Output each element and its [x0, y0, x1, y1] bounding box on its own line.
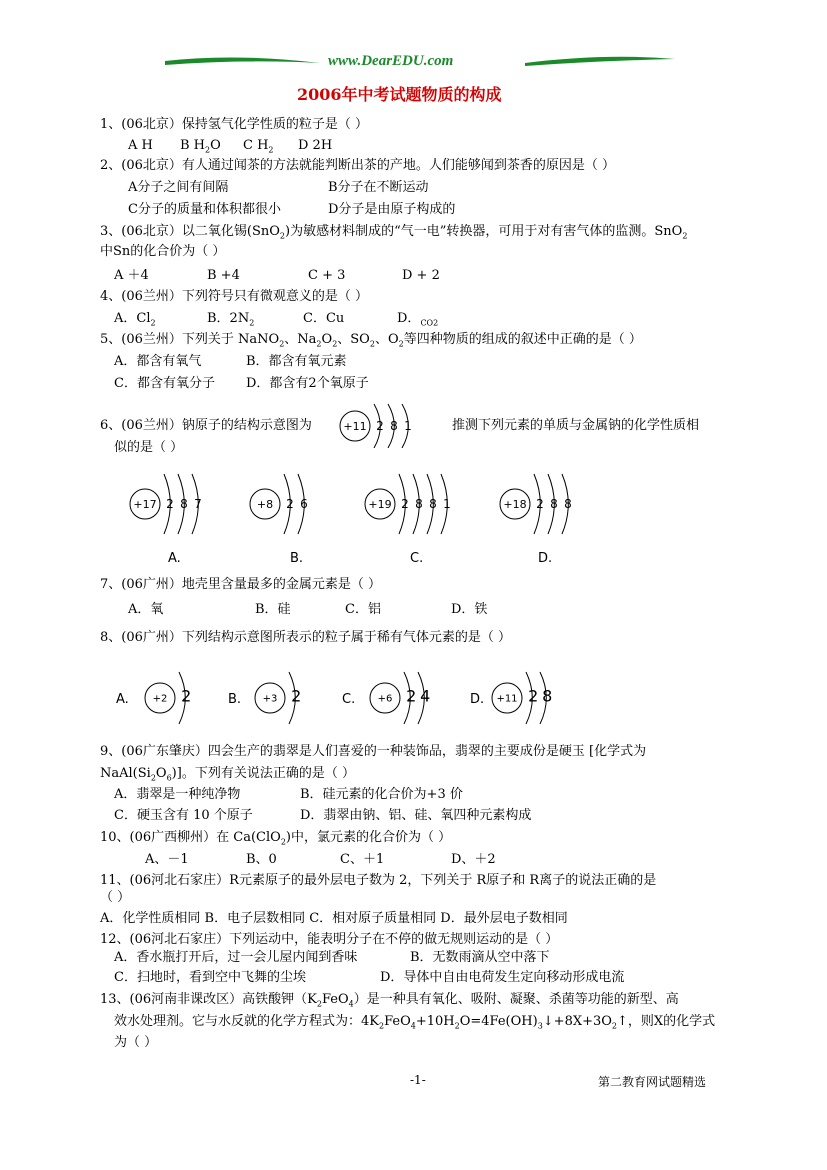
question-3-option-d: D + 2 [402, 268, 440, 283]
question-1-option-c: C $H_2$ [243, 138, 274, 155]
question-10-stem: 10、(06广西柳州）在 Ca(ClO$_2$)中，氯元素的化合价为（ ） [100, 830, 452, 847]
page-title: 2006年中考试题物质的构成 [297, 85, 502, 104]
question-5-option-a: A．都含有氧气 [114, 354, 202, 369]
question-11-options: A．化学性质相同 B．电子层数相同 C．相对原子质量相同 D．最外层电子数相同 [100, 911, 568, 926]
nucleus-charge: +8 [256, 497, 274, 511]
question-2-option-b: B分子在不断运动 [328, 180, 429, 195]
question-9-option-c: C．硬玉含有 10 个原子 [114, 808, 253, 823]
question-5-option-b: B．都含有氧元素 [246, 354, 347, 369]
question-13-stem-line3: 为（ ） [114, 1035, 158, 1050]
header-swoosh-right [525, 55, 675, 71]
question-7-option-a: A．氧 [128, 602, 164, 617]
question-1-option-a: A H [128, 138, 153, 153]
question-1-option-d: D 2H [298, 138, 333, 153]
atom-plus-3 [255, 672, 301, 724]
shell-electron-count: 2 [406, 686, 417, 706]
shell-electron-count: 2 [536, 496, 544, 511]
shell-electron-count: 6 [300, 496, 308, 511]
question-2-option-c: C分子的质量和体积都很小 [128, 202, 281, 217]
nucleus-charge: +6 [377, 693, 393, 705]
question-7-stem: 7、(06广州）地壳里含量最多的金属元素是（ ） [100, 577, 382, 592]
shell-electron-count: 2 [401, 496, 409, 511]
shell-electron-count: 1 [404, 418, 412, 433]
question-3-option-a: A ＋4 [114, 268, 149, 283]
header-swoosh-left [165, 55, 320, 71]
atom-plus-8 [250, 474, 308, 534]
question-6-stem-line2: 似的是（ ） [114, 440, 184, 455]
question-7-option-b: B．硅 [255, 602, 291, 617]
question-4-option-d: D．$_{CO2}$ [397, 311, 439, 328]
question-4-option-c: C．Cu [303, 311, 345, 326]
atom-plus-11 [340, 404, 412, 448]
shell-electron-count: 8 [429, 496, 437, 511]
question-11-stem-line2: （ ） [100, 890, 131, 905]
shell-electron-count: 8 [564, 496, 572, 511]
question-2-option-d: D分子是由原子构成的 [328, 202, 456, 217]
question-9-option-d: D．翡翠由钠、铝、硅、氧四种元素构成 [300, 808, 532, 823]
option-letter: B. [228, 692, 242, 707]
site-logo-text: www.DearEDU.com [328, 53, 454, 69]
question-10-option-b: B、0 [246, 852, 277, 867]
option-letter: D. [538, 551, 553, 566]
nucleus-charge: +11 [496, 693, 518, 705]
question-1-stem: 1、(06北京）保持氢气化学性质的粒子是（ ） [100, 117, 369, 132]
shell-electron-count: 8 [180, 496, 188, 511]
shell-electron-count: 8 [415, 496, 423, 511]
shell-electron-count: 1 [443, 496, 451, 511]
option-letter: A. [168, 551, 181, 566]
nucleus-charge: +17 [133, 497, 157, 511]
question-1-option-b: B $H_2O$ [180, 138, 221, 155]
question-5-option-d: D．都含有2个氧原子 [246, 376, 369, 391]
shell-electron-count: 2 [181, 686, 192, 706]
footer-page-number: -1- [410, 1073, 426, 1087]
footer-source: 第二教育网试题精选 [598, 1075, 707, 1089]
q6-option-diagrams [120, 462, 720, 572]
shell-electron-count: 2 [286, 496, 294, 511]
atom-plus-2 [145, 672, 191, 724]
question-4-stem: 4、(06兰州）下列符号只有微观意义的是（ ） [100, 289, 369, 304]
option-letter: C. [410, 551, 424, 566]
option-letter: D. [470, 692, 485, 707]
nucleus-charge: +19 [368, 497, 392, 511]
question-9-stem-line2: $NaAl(Si_2O_6)$]。下列有关说法正确的是（ ） [100, 766, 355, 783]
question-7-option-d: D．铁 [451, 602, 488, 617]
question-9-stem-line1: 9、(06广东肇庆）四会生产的翡翠是人们喜爱的一种装饰品，翡翠的主要成份是硬玉 [化学式为 [100, 744, 647, 759]
question-11-stem-line1: 11、(06河北石家庄）R元素原子的最外层电子数为 2，下列关于 R原子和 R离子的说法正确的是 [100, 873, 657, 888]
question-9-option-b: B．硅元素的化合价为+3 价 [300, 787, 463, 802]
atom-plus-19 [365, 474, 451, 534]
shell-electron-count: 8 [542, 686, 553, 706]
option-letter: C. [342, 692, 356, 707]
nucleus-charge: +11 [343, 419, 367, 433]
shell-electron-count: 8 [390, 418, 398, 433]
question-6-stem-line1: 6、(06兰州）钠原子的结构示意图为 [100, 418, 312, 433]
question-3-stem-line1: 3、(06北京）以二氧化锡(SnO$_2$)为敏感材料制成的“气一电”转换器，可用于对有害气体的监测。SnO$_2$ [100, 224, 688, 241]
question-4-option-a: A．$Cl_2$ [114, 311, 156, 328]
nucleus-charge: +3 [262, 693, 278, 705]
question-7-option-c: C．铝 [345, 602, 381, 617]
question-12-option-c: C．扫地时，看到空中飞舞的尘埃 [114, 970, 306, 985]
question-4-option-b: B．$2N_2$ [207, 311, 255, 328]
question-12-option-a: A．香水瓶打开后，过一会儿屋内闻到香味 [114, 950, 358, 965]
question-10-option-a: A、－1 [145, 852, 189, 867]
sodium-atom-diagram [338, 398, 433, 448]
question-12-option-d: D．导体中自由电荷发生定向移动形成电流 [380, 970, 625, 985]
question-6-stem-line1b: 推测下列元素的单质与金属钠的化学性质相 [452, 418, 700, 433]
question-8-stem: 8、(06广州）下列结构示意图所表示的粒子属于稀有气体元素的是（ ） [100, 630, 512, 645]
question-12-option-b: B．无数雨滴从空中落下 [410, 950, 550, 965]
shell-electron-count: 2 [528, 686, 539, 706]
question-5-option-c: C．都含有氧分子 [114, 376, 215, 391]
option-letter: B. [290, 551, 304, 566]
shell-electron-count: 2 [376, 418, 384, 433]
question-13-stem-line1: 13、(06河南非课改区）高铁酸钾$(K_2FeO_4)$是一种具有氧化、吸附、凝聚、杀菌等功能的新型、高 [100, 992, 679, 1009]
question-13-stem-line2: 效水处理剂。它与水反就的化学方程式为：$4K_2FeO_4+10H_2O=4Fe(OH)_3↓+8X+3O_2↑$，则X的化学式 [114, 1014, 716, 1031]
question-2-option-a: A分子之间有间隔 [128, 180, 229, 195]
atom-plus-11 [492, 672, 552, 724]
nucleus-charge: +2 [152, 693, 168, 705]
question-2-stem: 2、(06北京）有人通过闻茶的方法就能判断出茶的产地。人们能够闻到茶香的原因是（ ） [100, 158, 616, 173]
shell-electron-count: 2 [291, 686, 302, 706]
question-5-stem: 5、(06兰州）下列关于 NaNO$_2$、$Na_2O_2$、$SO_2$、$O_2$等四种物质的组成的叙述中正确的是（ ） [100, 332, 642, 349]
nucleus-charge: +18 [503, 497, 527, 511]
shell-electron-count: 8 [550, 496, 558, 511]
question-10-option-c: C、＋1 [340, 852, 385, 867]
question-10-option-d: D、＋2 [451, 852, 496, 867]
atom-plus-6 [370, 672, 430, 724]
question-9-option-a: A．翡翠是一种纯净物 [114, 787, 241, 802]
question-3-option-b: B +4 [207, 268, 240, 283]
question-3-option-c: C + 3 [308, 268, 346, 283]
question-3-stem-line2: 中Sn的化合价为（ ） [100, 244, 226, 259]
shell-electron-count: 2 [166, 496, 174, 511]
atom-plus-17 [130, 474, 202, 534]
q8-option-diagrams [110, 662, 590, 737]
shell-electron-count: 4 [420, 686, 431, 706]
shell-electron-count: 7 [194, 496, 202, 511]
question-12-stem: 12、(06河北石家庄）下列运动中，能表明分子在不停的做无规则运动的是（ ） [100, 932, 559, 947]
atom-plus-18 [500, 474, 572, 534]
option-letter: A. [116, 692, 129, 707]
